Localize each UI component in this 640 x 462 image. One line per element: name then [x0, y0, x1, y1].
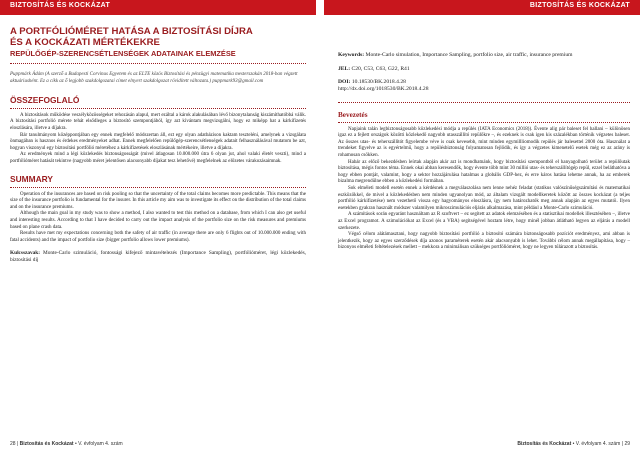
doi-text: 10.18530/BK.2018.4.28: [351, 78, 406, 85]
keywords-label: Keywords:: [338, 52, 365, 58]
jel-text: C20, C53, C63, G22, R41: [351, 66, 410, 73]
article-title-line2: ÉS A KOCKÁZATI MÉRTÉKEKRE: [10, 37, 160, 48]
bevezetes-paragraph: Végső célom alátámasztani, hogy nagyobb biztosítási portfólió a biztosító számára biztonságosabb pozíciót eredményez, ami abban is jelentkezik, hogy az egyes szerződések díja azonos paraméterek esetén akár alacsonyabb is lehet. További célom annak megállapítása, hogy – bizonyos elméleti feltételezések mellett – mekkora a minimálisan szükséges portfólióméret, hogy ne legyen túlárazott a biztosítás.: [338, 232, 630, 251]
bevezetes-divider: [338, 122, 630, 123]
keywords-text: Monte-Carlo simulation, Importance Sampling, portfolio size, air traffic, insurance premium: [365, 52, 573, 58]
header-band-right: [324, 0, 640, 15]
jel-label: JEL:: [338, 66, 351, 73]
kulcsszavak-text: Monte-Carlo szimuláció, fontossági kifejező mintavételezés (Importance Sampling), portfólióméret, légi közlekedés, biztosítási díj: [10, 250, 306, 264]
journal-name-left: Biztosítás és Kockázat: [19, 441, 74, 447]
article-subtitle: REPÜLŐGÉP-SZERENCSÉTLENSÉGEK ADATAINAK ELEMZÉSE: [10, 49, 236, 58]
journal-name-right: Biztosítás és Kockázat: [517, 441, 572, 447]
bevezetes-heading: Bevezetés: [338, 110, 368, 119]
header-title-left: BIZTOSÍTÁS ÉS KOCKÁZAT: [10, 2, 111, 9]
osszefoglalo-paragraph: Az eredmények mind a légi közlekedés biztonságosságát (mivel átlagosan 10.000.000 útra 6 olyan jut, ahol valaki életét veszti), mind a portfólióméret hatását tekintve (nagyobb méret jelentősen alacsonyabb díjakat tesz lehetővé) megfelelnek az előzetes várakozásaimnak.: [10, 152, 306, 164]
issue-right: • V. évfolyam 4. szám: [572, 441, 621, 447]
article-title-line1: A PORTFÓLIÓMÉRET HATÁSA A BIZTOSÍTÁSI DÍJRA: [10, 26, 253, 37]
header-title-right: BIZTOSÍTÁS ÉS KOCKÁZAT: [529, 2, 630, 9]
title-divider: [10, 63, 306, 64]
footer-right: Biztosítás és Kockázat • V. évfolyam 4. szám | 29: [517, 441, 630, 447]
jel-line: [338, 66, 630, 73]
summary-heading: SUMMARY: [10, 173, 53, 184]
meta-divider: [338, 102, 630, 103]
kulcsszavak-line: [10, 250, 306, 264]
author-note: Puppmárk Ádám (A szerző a Budapesti Corvinus Egyetem és az ELTE közös Biztosítási és pénzügyi matematika mesterszakán 2018-ban végzett aktuáriushént. Ez a cikk az ő legjobb szakdolgozatai címet elnyert szakdolgozat rövidített változata.) puppmark93@gmail.com: [10, 72, 298, 85]
summary-paragraph: Operation of the insurances are based on risk pooling so that the uncertainty of the total claims becomes more predictable. This means that the size of the insurance portfolio is fundamental for the insurer. In this article my aim was to investigate its effect on the distribution of the total claims and on the insurance premiums.: [10, 191, 306, 210]
bevezetes-paragraph: Sok elméleti modell esetén ennek a kérdésnek a megválaszolása nem lenne nehéz feladat (statikus valószínűségszámítási és matematikai eszközökkel, de mivel a közlekedésben nem minden ugyanolyan mód, az általam vizsgált modellkeretek között az összes kockázat (a teljes portfólió kárkifizetése) nem vezethető vissza egy hagyományos eloszlásra, így nem határozhatók meg annak alapján az egyes mutatói. Ilyen esetekben gyakran használt módszer valamilyen mikroszimulációs eljárás alkalmazása, mint például a Monte-Carlo szimuláció.: [338, 185, 630, 211]
right-page: [338, 26, 630, 252]
summary-paragraph: Results have met my expectations concerning both the safety of air traffic (in average there are only 6 flights out of 10.000.000 ending with fatal accidents) and the impact of portfolio size (bigger portfolio allows lower premiums).: [10, 231, 306, 243]
osszefoglalo-paragraph: A biztosítások működése veszélyközösségeket rehozásán alapul, mert ezáltal a károk alakulásában lévő bizonytalanság kiszámíthatóbbá válik. A biztosítási portfolió mérete tehát elsődleges a biztosító szempontjából, így azt kívántam megvizsgálni, hogy ez miképp hat a kárkifizetés eloszlására, illetve a díjakra.: [10, 112, 306, 131]
bevezetes-paragraph: Napjaink talán legbiztonságosabb közlekedési módja a repülés (IATA Economics (2018)). Évente alig pár baleset fel hallani – különösen igaz ez a fejlett országok közötti közlekedő nagyobb utasszállító repülőkre –, és ezeknek is csak igen kis százalékban történik végzetes baleset. Az összes utas- és teherszállítót figyelembe véve is csak kevesebb, mint minden egymillliomodik repülés jár balesettel 2000 óta. Használat a trendeket figyelve az is egyértelmű, hogy a repülésbiztonság folyamatosan fejlődik, és így a végzetes kimenetelű esetek még ez az arány is rohamosan csökken.: [338, 126, 630, 158]
page-number-left: 28: [10, 441, 16, 447]
bevezetes-paragraph: Habár az előző bekezdésben leírtak alapján akár azt is mondhatnánk, hogy biztosítási szempontból el hanyagolható terület a repülőutak biztosítása, mégis fontos téma. Ennek okai abban keresendők, hogy évente több mint 30 millió utas- és teherszállítógép repül, ezzel beláthatóva a hogy ebben pontját, valamint, hogy a sektor hozzájárulása hatalmas a globális GDP-hez, és erre káros hatása lehetne annak, ha az emberek bizalma megrendülne ebben a közlekedési formában.: [338, 159, 630, 185]
bevezetes-paragraph: A számítások során egyaránt használtam az R szoftvert – ez segített az adatok elemzésében és a statisztikai modellek illesztésében –, illetve az Excel programot. A szimulációkat az Excel (és a VBA) segítségével hoztam létre, hogy minél jobban átlátható legyen az eljárás a modell szerkezete.: [338, 212, 630, 231]
kulcsszavak-label: Kulcsszavak:: [10, 250, 41, 257]
page-number-right: 29: [624, 441, 630, 447]
issue-left: • V. évfolyam 4. szám: [74, 441, 123, 447]
footer-left: 28 | Biztosítás és Kockázat • V. évfolyam 4. szám: [10, 441, 123, 447]
left-page: [10, 26, 306, 264]
doi-label: DOI:: [338, 78, 351, 85]
keywords-line: [338, 52, 630, 59]
osszefoglalo-divider: [10, 108, 306, 109]
summary-paragraph: Although the main goal in my study was to show a method, I also wanted to test this method on a database, from which I can also get useful and interesting results. According to that I have decided to carry out the impact analysis of the portfolio size on the risk measures and premiums based on plane crash data.: [10, 211, 306, 230]
header-band-left: [0, 0, 316, 15]
doi-url-link[interactable]: http://dx.doi.org/1018530/BK.2018.4.28: [338, 86, 429, 93]
summary-divider: [10, 187, 306, 188]
osszefoglalo-paragraph: Bár tanulmányom középpontjában egy ennek megfelelő módszertan áll, ezt egy olyan adatbázison kaktam teszteléni, amelynek a vizsgálata önmagában is hasznos és érdekes eredményeket adhat. Ennek megfelelően repülőgép-szerencsétlenségek adatait felhasználásával mutatom be azt, hogyan viszonyul egy biztosítási portfólió méretéhez a kárkifizetések eloszlásának mértékeire, illetve a díjakra.: [10, 132, 306, 151]
osszefoglalo-heading: ÖSSZEFOGLALÓ: [10, 94, 80, 105]
doi-line: [338, 79, 630, 86]
